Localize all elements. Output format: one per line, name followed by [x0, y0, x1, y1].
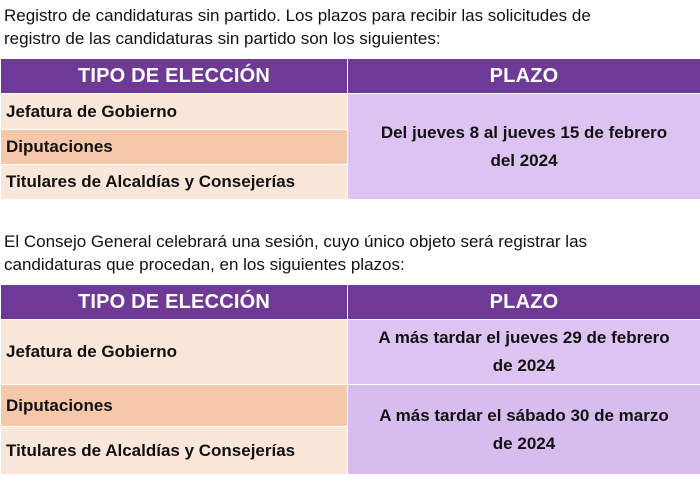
plazo-registro-line2: del 2024 [490, 150, 558, 170]
header-tipo-eleccion: TIPO DE ELECCIÓN [1, 285, 348, 320]
plazo-diputaciones-line2: de 2024 [492, 433, 556, 453]
section1-intro-line2: registro de las candidaturas sin partido son los siguientes: [4, 29, 441, 48]
table-row [1, 320, 700, 385]
header-tipo-eleccion: TIPO DE ELECCIÓN [1, 59, 348, 94]
plazo-jefatura-line2: de 2024 [492, 356, 556, 375]
row-type-diputaciones: Diputaciones [1, 385, 348, 427]
row-type-jefatura: Jefatura de Gobierno [1, 94, 348, 130]
section1-intro [4, 4, 696, 50]
plazo-registro-line1: Del jueves 8 al jueves 15 de febrero [380, 122, 668, 142]
table-header-row [1, 59, 700, 94]
section1-intro-line1: Registro de candidaturas sin partido. Los plazos para recibir las solicitudes de [4, 6, 591, 25]
row-type-titulares: Titulares de Alcaldías y Consejerías [1, 427, 348, 475]
plazo-diputaciones-line1: A más tardar el sábado 30 de marzo [379, 405, 669, 425]
plazo-registro [348, 94, 700, 200]
section2-intro-line2: candidaturas que procedan, en los siguientes plazos: [4, 255, 405, 274]
header-plazo: PLAZO [348, 285, 700, 320]
row-type-diputaciones: Diputaciones [1, 130, 348, 165]
header-plazo: PLAZO [348, 59, 700, 94]
table-row [1, 94, 700, 130]
table-registro-candidaturas [0, 58, 700, 200]
plazo-diputaciones-titulares [348, 385, 700, 475]
table-header-row [1, 285, 700, 320]
row-type-titulares: Titulares de Alcaldías y Consejerías [1, 165, 348, 200]
table-row [1, 385, 700, 427]
section2-intro [4, 230, 696, 276]
table-sesion-registro [0, 284, 700, 475]
section2-intro-line1: El Consejo General celebrará una sesión, cuyo único objeto será registrar las [4, 232, 588, 251]
plazo-jefatura-line1: A más tardar el jueves 29 de febrero [378, 328, 670, 347]
row-type-jefatura: Jefatura de Gobierno [1, 320, 348, 385]
plazo-jefatura [348, 320, 700, 385]
